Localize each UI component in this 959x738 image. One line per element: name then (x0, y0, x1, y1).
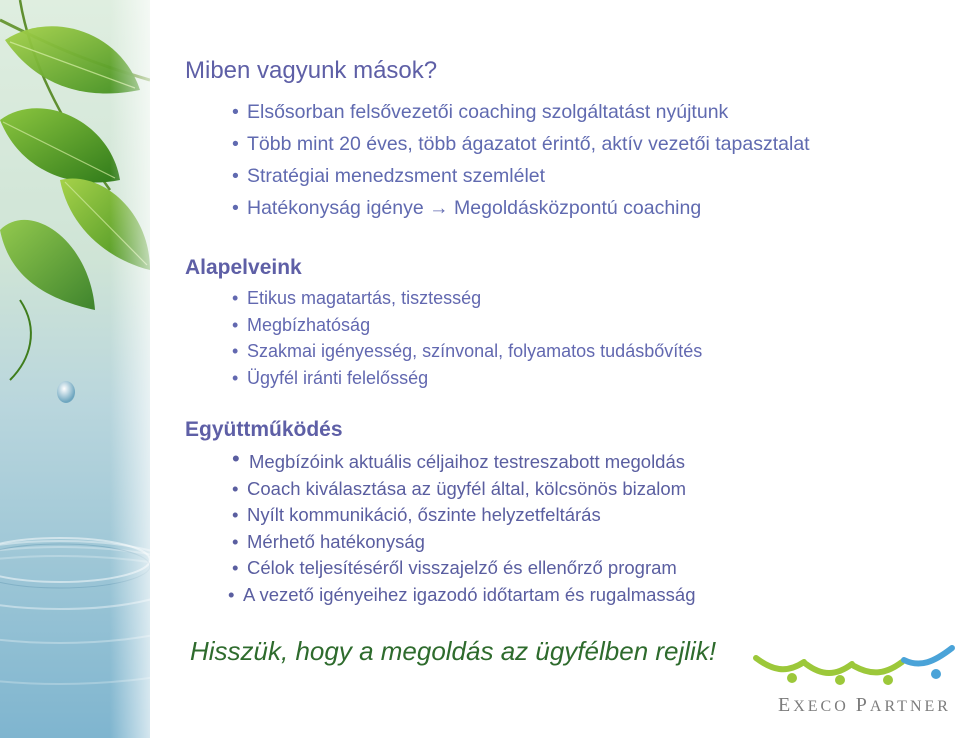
bullet-icon: • (232, 197, 239, 219)
principles-list (232, 285, 702, 391)
cooperation-list (228, 446, 696, 608)
section-title-principles: Alapelveink (185, 256, 302, 279)
list-item: • Ügyfél iránti felelősség (232, 365, 702, 392)
section-title-cooperation: Együttműködés (185, 418, 343, 441)
bullet-icon: • (232, 165, 239, 187)
list-item: • Célok teljesítéséről visszajelző és ellenőrző program (232, 555, 696, 582)
list-item: • Nyílt kommunikáció, őszinte helyzetfeltárás (232, 502, 696, 529)
bullet-icon: • (232, 133, 239, 155)
logo-figures-icon (752, 640, 957, 692)
bullet-icon: • (228, 583, 235, 605)
list-item: • Több mint 20 éves, több ágazatot érintő, aktív vezetői tapasztalat (232, 128, 810, 160)
list-item: • Megbízhatóság (232, 312, 702, 339)
bullet-icon: • (232, 288, 239, 308)
bullet-icon: • (232, 530, 239, 552)
bullet-icon: • (232, 367, 239, 388)
section-title-differences: Miben vagyunk mások? (185, 57, 438, 84)
bullet-icon: • (232, 504, 239, 525)
list-item: • Stratégiai menedzsment szemlélet (232, 160, 810, 192)
list-item: • Hatékonyság igénye → Megoldásközpontú coaching (232, 192, 810, 224)
list-item: • Megbízóink aktuális céljaihoz testreszabott megoldás (232, 446, 686, 472)
list-item: • Mérhető hatékonyság (232, 529, 696, 556)
list-item: • Szakmai igényesség, színvonal, folyamatos tudásbővítés (232, 338, 702, 365)
logo-text: EXECO PARTNER (778, 694, 951, 716)
list-item: • Coach kiválasztása az ügyfél által, kölcsönös bizalom (232, 476, 696, 503)
bullet-icon: • (232, 101, 239, 123)
bullet-icon: • (232, 341, 239, 361)
differences-list (232, 96, 810, 224)
bullet-icon: • (232, 314, 239, 335)
execo-partner-logo (752, 640, 957, 725)
bullet-icon: • (232, 557, 239, 578)
tagline: Hisszük, hogy a megoldás az ügyfélben rejlik! (190, 636, 717, 666)
list-item: • A vezető igényeihez igazodó időtartam és rugalmasság (228, 582, 696, 609)
bullet-icon: • (232, 446, 240, 471)
bullet-icon: • (232, 477, 239, 499)
list-item: • Elsősorban felsővezetői coaching szolgáltatást nyújtunk (232, 96, 810, 128)
list-item: • Etikus magatartás, tisztesség (232, 285, 702, 312)
